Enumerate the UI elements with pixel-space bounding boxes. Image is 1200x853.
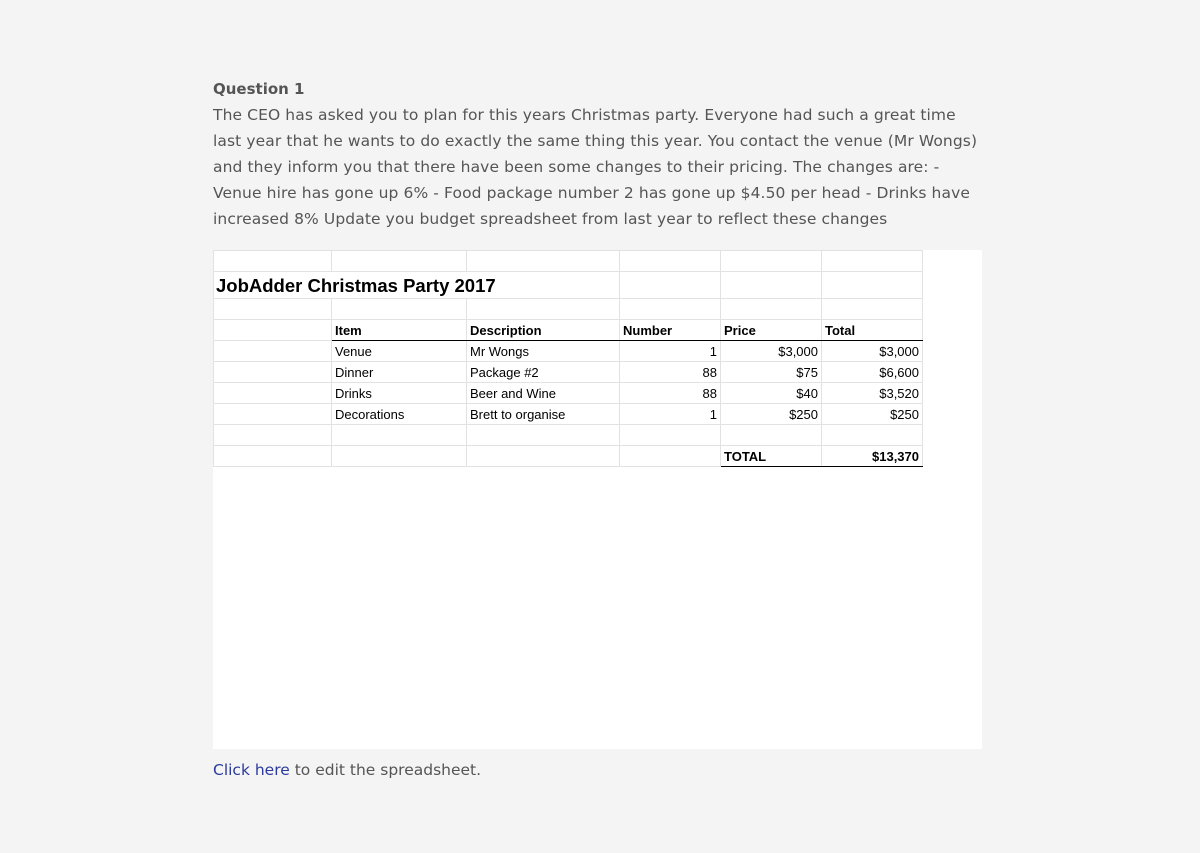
cell-item: Decorations <box>332 404 467 425</box>
header-row <box>214 320 923 341</box>
cell-total: $250 <box>822 404 923 425</box>
cell-total: $3,520 <box>822 383 923 404</box>
sheet-title: JobAdder Christmas Party 2017 <box>214 272 620 299</box>
sheet-title-row <box>214 272 923 299</box>
cell-number: 88 <box>620 362 721 383</box>
cell-description: Brett to organise <box>467 404 620 425</box>
total-value: $13,370 <box>822 446 923 467</box>
question-body: The CEO has asked you to plan for this years Christmas party. Everyone had such a great time last year that he wants to do exactly the same thing this year. You contact the venue (Mr Wongs) and they inform you that there have been some changes to their pricing. The changes are: - Venue hire has gone up 6% - Food package number 2 has gone up $4.50 per head - Drinks have increased 8% Update you budget spreadsheet from last year to reflect these changes <box>213 106 978 228</box>
cell-number: 1 <box>620 341 721 362</box>
spreadsheet-grid <box>213 250 923 467</box>
cell-description: Beer and Wine <box>467 383 620 404</box>
cell-number: 1 <box>620 404 721 425</box>
cell-total: $6,600 <box>822 362 923 383</box>
table-row <box>214 383 923 404</box>
cell-price: $75 <box>721 362 822 383</box>
cell-number: 88 <box>620 383 721 404</box>
spreadsheet-embed[interactable] <box>213 250 982 749</box>
edit-spreadsheet-link[interactable]: Click here <box>213 761 290 779</box>
total-label: TOTAL <box>721 446 822 467</box>
cell-total: $3,000 <box>822 341 923 362</box>
cell-description: Mr Wongs <box>467 341 620 362</box>
header-total: Total <box>822 320 923 341</box>
sheet-row-blank <box>214 299 923 320</box>
header-item: Item <box>332 320 467 341</box>
question-block <box>213 76 988 232</box>
edit-footer <box>213 758 481 782</box>
header-number: Number <box>620 320 721 341</box>
table-row <box>214 404 923 425</box>
sheet-row-blank <box>214 425 923 446</box>
table-row <box>214 362 923 383</box>
sheet-row-blank <box>214 251 923 272</box>
question-title: Question 1 <box>213 80 305 98</box>
cell-description: Package #2 <box>467 362 620 383</box>
total-row <box>214 446 923 467</box>
cell-price: $3,000 <box>721 341 822 362</box>
cell-item: Dinner <box>332 362 467 383</box>
header-price: Price <box>721 320 822 341</box>
footer-text: to edit the spreadsheet. <box>289 761 482 779</box>
header-description: Description <box>467 320 620 341</box>
cell-item: Venue <box>332 341 467 362</box>
cell-price: $250 <box>721 404 822 425</box>
cell-price: $40 <box>721 383 822 404</box>
cell-item: Drinks <box>332 383 467 404</box>
table-row <box>214 341 923 362</box>
